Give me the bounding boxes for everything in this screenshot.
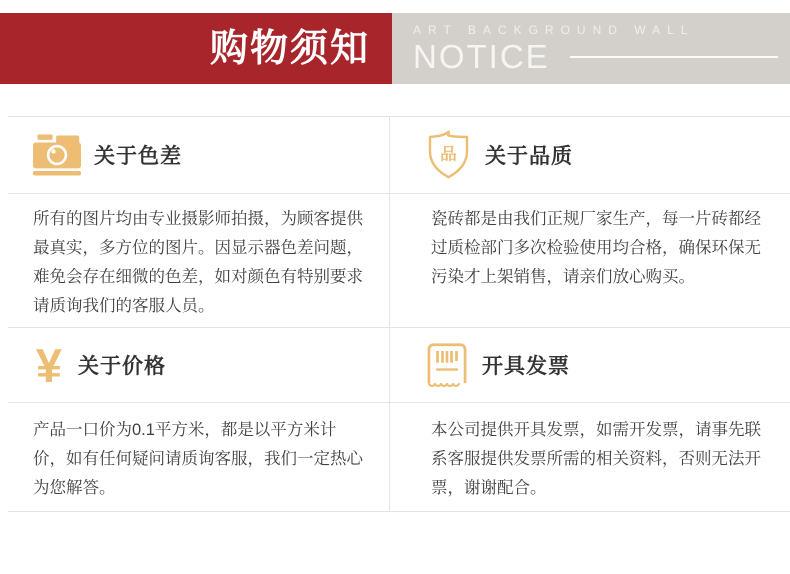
- header-rule-line: [570, 56, 778, 58]
- section-title: 关于色差: [94, 145, 182, 168]
- section-body-text: 产品一口价为0.1平方米，都是以平方米计价，如有任何疑问请质询客服，我们一定热心为您解答。: [33, 421, 363, 497]
- section-title: 关于价格: [78, 355, 166, 378]
- section-color-difference-header: [8, 117, 389, 194]
- yen-icon: ¥: [35, 338, 63, 392]
- section-color-difference: [8, 117, 390, 328]
- section-quality: [390, 117, 790, 328]
- section-quality-header: [390, 117, 790, 194]
- page-title: 购物须知: [209, 27, 370, 70]
- section-invoice-header: [390, 328, 790, 403]
- header-subtitle-row: [413, 40, 778, 73]
- section-invoice: [390, 328, 790, 511]
- shield-quality-icon: [425, 130, 472, 180]
- header-subtitle: NOTICE: [413, 38, 550, 75]
- section-title: 关于品质: [485, 145, 573, 168]
- section-title: 开具发票: [482, 355, 570, 378]
- header-gray-banner: [392, 13, 790, 84]
- section-body-text: 瓷砖都是由我们正规厂家生产，每一片砖都经过质检部门多次检验使用均合格，确保环保无污染才上架销售，请亲们放心购买。: [431, 210, 761, 286]
- section-price: [8, 328, 390, 511]
- section-body-text: 本公司提供开具发票，如需开发票，请事先联系客服提供发票所需的相关资料，否则无法开票，谢谢配合。: [431, 421, 761, 497]
- shopping-notes-grid: [8, 116, 790, 512]
- header-red-banner: [0, 13, 392, 84]
- page-header: [0, 13, 790, 84]
- section-price-header: [8, 328, 389, 403]
- section-body-text: 所有的图片均由专业摄影师拍摄，为顾客提供最真实，多方位的图片。因显示器色差问题，难免会存在细微的色差，如对颜色有特别要求请质询我们的客服人员。: [33, 210, 363, 315]
- header-tagline: ART BACKGROUND WALL: [413, 23, 695, 37]
- receipt-icon: [425, 342, 469, 389]
- camera-icon: [33, 134, 81, 176]
- shield-character: 品: [440, 144, 457, 164]
